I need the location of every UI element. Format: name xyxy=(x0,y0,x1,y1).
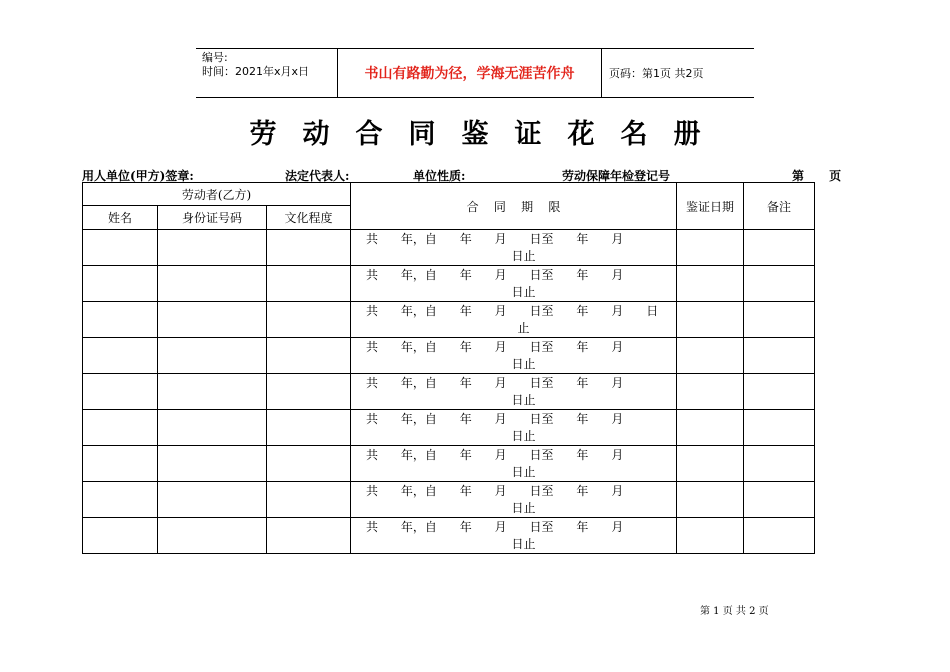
period-line-2: 日止 xyxy=(511,500,536,515)
verify-date-cell[interactable] xyxy=(677,230,744,266)
id-number-cell[interactable] xyxy=(158,266,267,302)
roster-table xyxy=(82,182,815,554)
education-cell[interactable] xyxy=(267,266,351,302)
period-line-2: 日止 xyxy=(511,392,536,407)
note-cell[interactable] xyxy=(744,302,815,338)
note-header: 备注 xyxy=(744,183,815,230)
id-number-cell[interactable] xyxy=(158,482,267,518)
contract-period-cell[interactable] xyxy=(351,374,677,410)
name-cell[interactable] xyxy=(83,482,158,518)
id-number-cell[interactable] xyxy=(158,518,267,554)
contract-period-cell[interactable] xyxy=(351,338,677,374)
name-cell[interactable] xyxy=(83,230,158,266)
education-cell[interactable] xyxy=(267,302,351,338)
id-number-cell[interactable] xyxy=(158,374,267,410)
verify-date-cell[interactable] xyxy=(677,338,744,374)
education-header: 文化程度 xyxy=(267,206,351,230)
table-row xyxy=(83,302,815,338)
slogan: 书山有路勤为径，学海无涯苦作舟 xyxy=(338,49,602,97)
verify-date-cell[interactable] xyxy=(677,518,744,554)
id-number-cell[interactable] xyxy=(158,338,267,374)
period-line-1: 共 年，自 年 月 日至 年 月 xyxy=(366,411,624,426)
note-cell[interactable] xyxy=(744,410,815,446)
name-cell[interactable] xyxy=(83,266,158,302)
note-cell[interactable] xyxy=(744,482,815,518)
education-cell[interactable] xyxy=(267,338,351,374)
education-cell[interactable] xyxy=(267,410,351,446)
table-body xyxy=(83,230,815,554)
education-cell[interactable] xyxy=(267,446,351,482)
note-cell[interactable] xyxy=(744,266,815,302)
note-cell[interactable] xyxy=(744,446,815,482)
page-footer: 第 1 页 共 2 页 xyxy=(700,606,769,617)
header-meta-cell xyxy=(196,49,338,97)
period-line-2: 日止 xyxy=(511,284,536,299)
contract-period-cell[interactable] xyxy=(351,266,677,302)
id-number-cell[interactable] xyxy=(158,230,267,266)
contract-period-cell[interactable] xyxy=(351,410,677,446)
period-line-1: 共 年，自 年 月 日至 年 月 xyxy=(366,339,624,354)
table-row xyxy=(83,230,815,266)
contract-period-cell[interactable] xyxy=(351,230,677,266)
verify-date-cell[interactable] xyxy=(677,482,744,518)
period-line-1: 共 年，自 年 月 日至 年 月 xyxy=(366,375,624,390)
unit-nature-label: 单位性质: xyxy=(413,169,466,183)
period-line-2: 止 xyxy=(517,320,530,335)
note-cell[interactable] xyxy=(744,374,815,410)
document-header xyxy=(196,48,754,98)
page-code: 页码：第1页 共2页 xyxy=(609,67,704,80)
name-header: 姓名 xyxy=(83,206,158,230)
worker-group-header: 劳动者(乙方) xyxy=(83,183,351,206)
education-cell[interactable] xyxy=(267,374,351,410)
name-cell[interactable] xyxy=(83,338,158,374)
period-line-1: 共 年，自 年 月 日至 年 月 xyxy=(366,231,624,246)
verify-date-cell[interactable] xyxy=(677,302,744,338)
contract-period-cell[interactable] xyxy=(351,518,677,554)
education-cell[interactable] xyxy=(267,482,351,518)
verify-date-cell[interactable] xyxy=(677,410,744,446)
name-cell[interactable] xyxy=(83,302,158,338)
period-line-1: 共 年，自 年 月 日至 年 月 日 xyxy=(366,303,659,318)
note-cell[interactable] xyxy=(744,518,815,554)
contract-period-cell[interactable] xyxy=(351,446,677,482)
period-line-1: 共 年，自 年 月 日至 年 月 xyxy=(366,447,624,462)
period-line-1: 共 年，自 年 月 日至 年 月 xyxy=(366,519,624,534)
table-row xyxy=(83,374,815,410)
verify-date-cell[interactable] xyxy=(677,374,744,410)
page-number-label: 第 页 xyxy=(792,169,842,183)
table-row xyxy=(83,338,815,374)
period-line-1: 共 年，自 年 月 日至 年 月 xyxy=(366,267,624,282)
table-header-row xyxy=(83,183,815,206)
name-cell[interactable] xyxy=(83,446,158,482)
table-row xyxy=(83,482,815,518)
verify-date-cell[interactable] xyxy=(677,266,744,302)
name-cell[interactable] xyxy=(83,518,158,554)
time-label: 时间：2021年x月x日 xyxy=(202,65,310,78)
note-cell[interactable] xyxy=(744,338,815,374)
legal-rep-label: 法定代表人: xyxy=(285,169,350,183)
table-row xyxy=(83,518,815,554)
employer-seal-label: 用人单位(甲方)签章: xyxy=(82,169,194,183)
period-line-1: 共 年，自 年 月 日至 年 月 xyxy=(366,483,624,498)
contract-period-cell[interactable] xyxy=(351,302,677,338)
table-row xyxy=(83,446,815,482)
verify-date-cell[interactable] xyxy=(677,446,744,482)
id-number-header: 身份证号码 xyxy=(158,206,267,230)
note-cell[interactable] xyxy=(744,230,815,266)
id-number-cell[interactable] xyxy=(158,446,267,482)
id-number-cell[interactable] xyxy=(158,302,267,338)
table-row xyxy=(83,266,815,302)
table-row xyxy=(83,410,815,446)
verify-date-header: 鉴证日期 xyxy=(677,183,744,230)
contract-period-header: 合 同 期 限 xyxy=(351,183,677,230)
id-number-cell[interactable] xyxy=(158,410,267,446)
name-cell[interactable] xyxy=(83,374,158,410)
education-cell[interactable] xyxy=(267,518,351,554)
contract-period-cell[interactable] xyxy=(351,482,677,518)
name-cell[interactable] xyxy=(83,410,158,446)
annual-check-label: 劳动保障年检登记号 xyxy=(562,169,671,183)
period-line-2: 日止 xyxy=(511,248,536,263)
period-line-2: 日止 xyxy=(511,356,536,371)
period-line-2: 日止 xyxy=(511,464,536,479)
period-line-2: 日止 xyxy=(511,428,536,443)
number-label: 编号: xyxy=(202,51,228,64)
education-cell[interactable] xyxy=(267,230,351,266)
page-title: 劳动合同鉴证花名册 xyxy=(249,119,727,150)
period-line-2: 日止 xyxy=(511,536,536,551)
